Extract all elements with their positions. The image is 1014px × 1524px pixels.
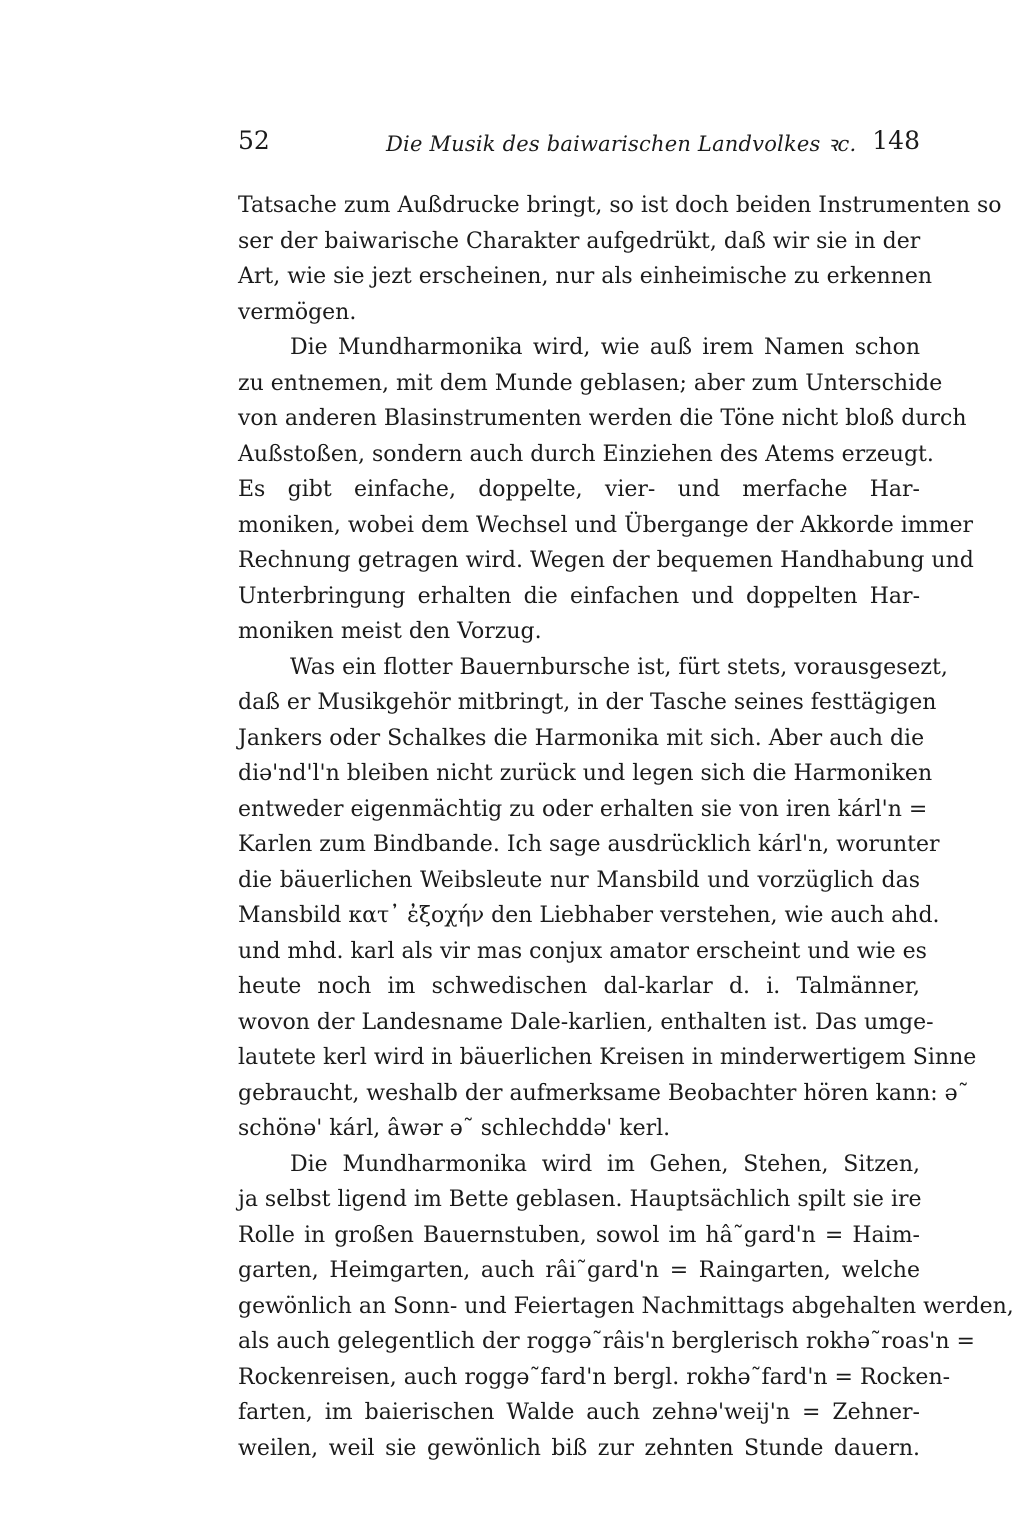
text-line: Rockenreisen, auch roggə˜fard'n bergl. rokhə˜fard'n = Rocken- [238, 1364, 951, 1390]
paragraph [238, 188, 1002, 330]
text-line: Art, wie sie jezt erscheinen, nur als einheimische zu erkennen [238, 264, 933, 289]
text-line: gebraucht, weshalb der aufmerksame Beobachter hören kann: ə˜ [238, 1080, 969, 1106]
page-number-left: 52 [238, 126, 270, 155]
text-line: moniken meist den Vorzug. [238, 619, 542, 644]
text-line: ja selbst ligend im Bette geblasen. Hauptsächlich spilt sie ire [238, 1187, 922, 1212]
text-line: gewönlich an Sonn- und Feiertagen Nachmittags abgehalten werden, [238, 1293, 1014, 1319]
text-line: ser der baiwarische Charakter aufgedrükt, daß wir sie in der [238, 228, 921, 254]
text-line: Rechnung getragen wird. Wegen der bequemen Handhabung und [238, 548, 974, 573]
text-line: Karlen zum Bindbande. Ich sage ausdrücklich kárl'n, worunter [238, 832, 940, 857]
text-line: weilen, weil sie gewönlich biß zur zehnten Stunde dauern. [238, 1435, 920, 1461]
paragraph [238, 1147, 1014, 1467]
text-line: diə'nd'l'n bleiben nicht zurück und legen sich die Harmoniken [238, 761, 933, 786]
text-line: Außstoßen, sondern auch durch Einziehen des Atems erzeugt. [238, 441, 934, 467]
text-line: entweder eigenmächtig zu oder erhalten sie von iren kárl'n = [238, 796, 928, 822]
paragraph [238, 330, 974, 650]
text-line: lautete kerl wird in bäuerlichen Kreisen in minderwertigem Sinne [238, 1045, 977, 1070]
text-line: Was ein flotter Bauernbursche ist, fürt stets, vorausgesezt, [290, 654, 948, 680]
text-line: zu entnemen, mit dem Munde geblasen; aber zum Unterschide [238, 370, 943, 396]
text-line: daß er Musikgehör mitbringt, in der Tasche seines festtägigen [238, 690, 937, 715]
text-line: Tatsache zum Außdrucke bringt, so ist doch beiden Instrumenten so [238, 193, 1002, 218]
running-title: Die Musik des baiwarischen Landvolkes ꝛc. [386, 132, 857, 156]
paragraph [238, 650, 977, 1147]
text-line: Mansbild κατ᾽ ἐξοχήν den Liebhaber verstehen, wie auch ahd. [238, 903, 940, 928]
text-line: Die Mundharmonika wird, wie auß irem Namen schon [290, 335, 920, 360]
text-line: Rolle in großen Bauernstuben, sowol im hâ˜gard'n = Haim- [238, 1222, 920, 1248]
text-line: Die Mundharmonika wird im Gehen, Stehen, Sitzen, [290, 1151, 920, 1177]
body-text [238, 188, 1014, 1466]
text-line: garten, Heimgarten, auch râi˜gard'n = Raingarten, welche [238, 1258, 920, 1283]
text-line: heute noch im schwedischen dal-karlar d. i. Talmänner, [238, 974, 920, 999]
text-line: Unterbringung erhalten die einfachen und doppelten Har- [238, 583, 920, 609]
text-line: Jankers oder Schalkes die Harmonika mit sich. Aber auch die [238, 725, 925, 751]
text-line: als auch gelegentlich der roggə˜râis'n berglerisch rokhə˜roas'n = [238, 1329, 975, 1354]
text-line: vermögen. [238, 299, 357, 325]
text-line: moniken, wobei dem Wechsel und Übergange der Akkorde immer [238, 512, 974, 538]
text-line: von anderen Blasinstrumenten werden die Töne nicht bloß durch [238, 406, 967, 431]
text-line: die bäuerlichen Weibsleute nur Mansbild und vorzüglich das [238, 867, 920, 893]
page-number-right: 148 [872, 126, 920, 155]
text-line: und mhd. karl als vir mas conjux amator erscheint und wie es [238, 938, 927, 964]
text-line: wovon der Landesname Dale-karlien, enthalten ist. Das umge- [238, 1009, 934, 1035]
text-line: farten, im baierischen Walde auch zehnə'weij'n = Zehner- [238, 1400, 920, 1425]
text-line: Es gibt einfache, doppelte, vier- und merfache Har- [238, 477, 920, 502]
text-line: schönə' kárl, âwər ə˜ schlechddə' kerl. [238, 1116, 671, 1141]
page-header [238, 122, 920, 162]
